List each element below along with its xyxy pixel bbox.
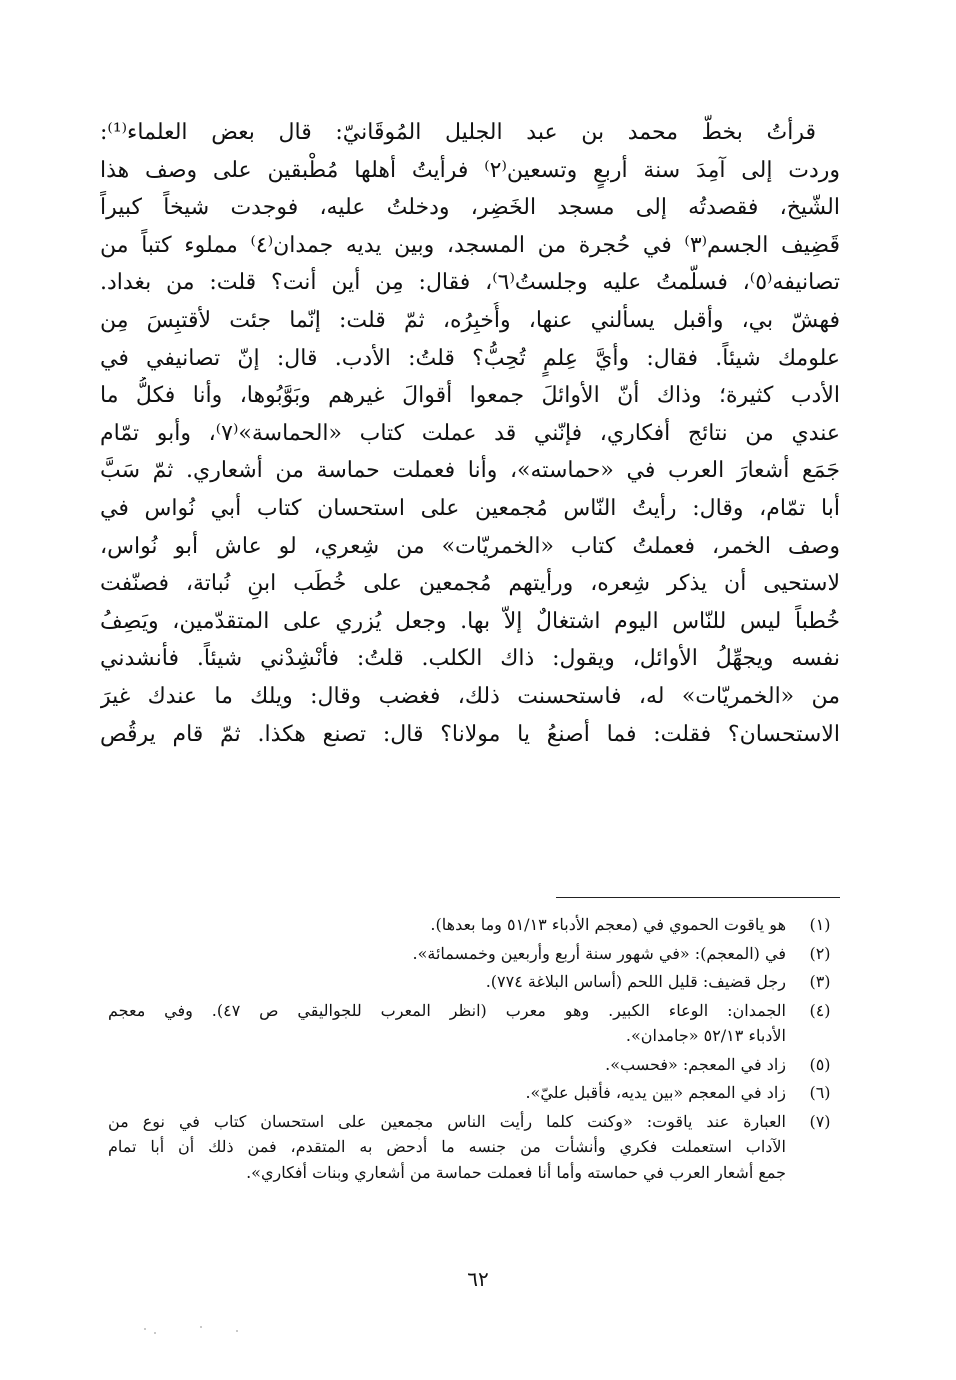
main-text-line: نفسه ويجهِّلُ الأوائل، ويقول: ذاك الكلب. قلتُ: فأنْشِدْني شيئاً. فأنشدني	[100, 646, 840, 672]
footnote-line: في (المعجم): «في شهور سنة أربع وأربعين وخمسمائة».	[412, 943, 786, 963]
footnote-text	[108, 941, 786, 967]
main-text-line: من «الخمريّات» له، فاستحسنت ذلك، فغضب وقال: ويلك ما عندك غيرَ	[100, 683, 840, 709]
footnote-number: (٢)	[809, 943, 831, 963]
page-number: ٦٢	[467, 1267, 489, 1291]
footnote-text	[108, 998, 786, 1049]
main-text-line: جَمَع أشعارَ العرب في «حماسته»، وأنا فعملت حماسة من أشعاري. ثمّ سَبَّ	[100, 458, 840, 484]
footnote-number: (٥)	[809, 1054, 831, 1074]
main-text-line: علومك شيئاً. فقال: وأيَّ عِلمٍ تُحِبُّ؟ قلتُ: الأدب. قال: إنّ تصانيفي في	[100, 345, 840, 371]
footnote-text	[108, 912, 786, 938]
scan-speck	[236, 1330, 238, 1332]
main-text-line: لاستحيى أن يذكر شِعره، ورأيتهم مُجمعين على خُطَب ابنِ نُباتة، فصنّفت	[100, 571, 840, 597]
footnote-line: جمع أشعار العرب في حماسته وأما أنا فعملت حماسة من أشعاري وبنات أفكاري».	[246, 1162, 786, 1182]
footnote-text	[108, 1109, 786, 1186]
scan-speck	[144, 1328, 146, 1330]
footnote-text	[108, 1052, 786, 1078]
scan-speck	[200, 1326, 202, 1328]
footnote-number: (٧)	[809, 1111, 831, 1131]
footnote-2	[108, 941, 842, 967]
footnote-number: (٣)	[809, 972, 831, 991]
footnote-number: (١)	[809, 915, 831, 934]
footnote-4	[108, 998, 842, 1049]
main-text-line: وردت إلى آمِدَ سنة أربعٍ وتسعين⁽٢⁾ فرأيتُ أهلها مُطْبقين على وصف هذا	[100, 157, 840, 183]
footnote-line: زاد في المعجم: «فحسب».	[605, 1054, 786, 1074]
scan-specks	[140, 1322, 260, 1336]
footnote-text	[108, 969, 786, 995]
main-text-line: أبا تمّام، وقال: رأيتُ النّاس مُجمعين على استحسان كتاب أبي نُواس في	[100, 495, 840, 521]
footnote-number: (٦)	[809, 1083, 831, 1102]
main-text-line: خُطباً ليس للنّاس اليوم اشتغالٌ إلاّ بها. وجعل يُزري على المتقدّمين، ويَصِفُ	[100, 608, 840, 634]
main-text-line: الاستحسان؟ فقلت: فما أصنعُ يا مولانا؟ قال: تصنع هكذا. ثمّ قام يرقُص	[100, 721, 840, 747]
footnote-line: الآداب استعملت فكري وأنشأت من جنسه ما أدحض به المتقدم، فمن ذلك أن أبا تمام	[108, 1137, 786, 1156]
footnote-7	[108, 1109, 842, 1186]
main-text-line: قَضِيف الجسم⁽٣⁾ في حُجرة من المسجد، وبين يديه جمدان⁽٤⁾ مملوء كتباً من	[100, 232, 840, 258]
footnote-6	[108, 1080, 842, 1106]
footnote-line: رجل قضيف: قليل اللحم (أساس البلاغة ٧٧٤).	[485, 972, 786, 991]
main-text-line: تصانيفه⁽٥⁾، فسلّمتُ عليه وجلستُ⁽٦⁾، فقال: مِن أين أنت؟ قلت: من بغداد.	[100, 270, 840, 296]
footnote-text	[108, 1080, 786, 1106]
footnote-3	[108, 969, 842, 995]
main-text-block	[100, 114, 840, 753]
footnotes-block	[108, 912, 842, 1188]
main-text-line: وصف الخمر، فعملتُ كتاب «الخمريّات» من شِعري، لو عاش أبو نُواس،	[100, 533, 840, 559]
main-text-line: الشّيخ، فقصدتُه إلى مسجد الخَضِر، ودخلتُ عليه، فوجدت شيخاً كبيراً	[100, 195, 840, 221]
footnote-number: (٤)	[809, 1000, 831, 1020]
scan-speck	[154, 1332, 156, 1334]
footnote-1	[108, 912, 842, 938]
main-text-line: فهشّ بي، وأقبل يسألني عنها، وأُخبِرُه، ثمّ قلت: إنّما جئت لأقتبِسَ مِن	[100, 307, 840, 333]
footnote-line: الأدباء ٥٢/١٣ «جامدان».	[625, 1026, 786, 1045]
footnote-line: زاد في المعجم «بين يديه، فأقبل عليّ».	[525, 1083, 786, 1102]
footnote-5	[108, 1052, 842, 1078]
footnote-separator-rule	[556, 897, 840, 898]
main-text-line: قرأتُ بخطّ محمد بن عبد الجليل المُوقَانيّ: قال بعض العلماء⁽¹⁾:	[100, 120, 816, 145]
main-text-line: الأدب كثيرة؛ وذاك أنّ الأوائلَ جمعوا أقوالَ غيرهم وبَوَّبُوها، وأنا فكلُّ ما	[100, 383, 840, 409]
footnote-line: الجمدان: الوعاء الكبير. وهو معرب (انظر المعرب للجواليقي ص ٤٧). وفي معجم	[108, 1000, 786, 1020]
main-text-line: عندي من نتائج أفكاري، فإنّني قد عملت كتاب «الحماسة»⁽٧⁾، وأبو تمّام	[100, 420, 840, 446]
footnote-line: هو ياقوت الحموي في (معجم الأدباء ٥١/١٣ وما بعدها).	[430, 915, 786, 934]
footnote-line: العبارة عند ياقوت: «وكنت كلما رأيت الناس مجمعين على استحسان كتاب في نوع من	[108, 1111, 786, 1131]
